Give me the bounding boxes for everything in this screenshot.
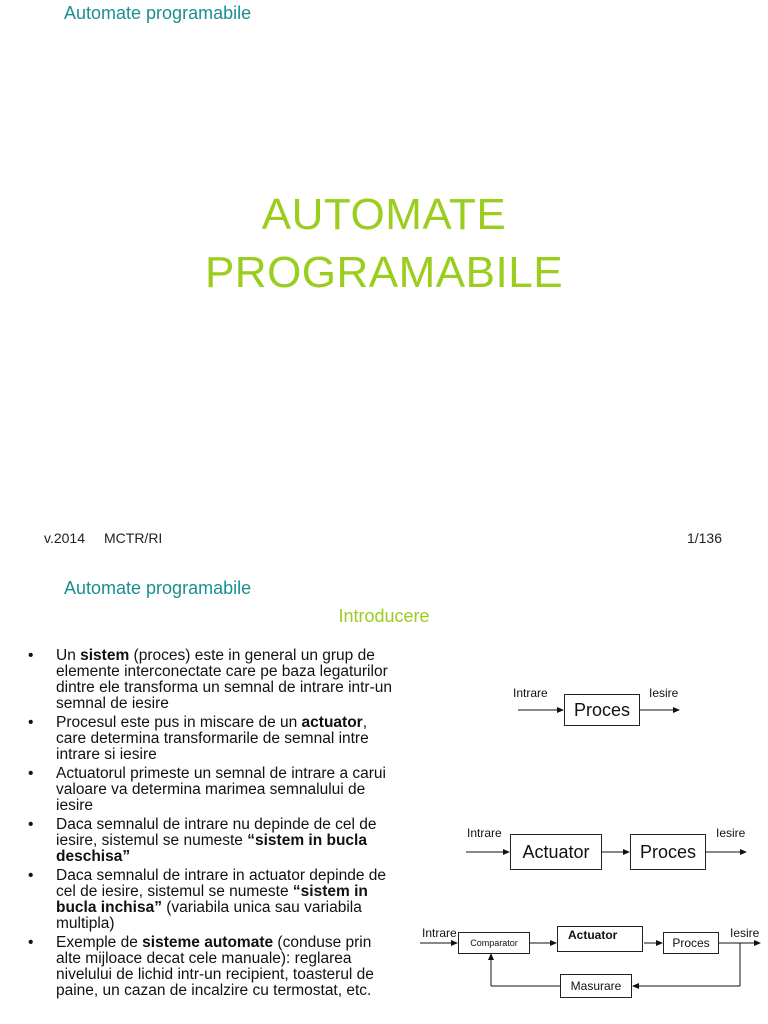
bullet-bold: actuator xyxy=(301,714,363,731)
bullet-dot: • xyxy=(28,714,34,731)
input-label: Intrare xyxy=(422,926,457,940)
intro-slide xyxy=(0,560,768,1024)
bullet-dot: • xyxy=(28,867,34,884)
bullet-text: Procesul este pus in miscare de un xyxy=(56,714,302,731)
diagram-arrows xyxy=(464,824,764,874)
bullet-item xyxy=(28,935,400,999)
output-label: Iesire xyxy=(649,686,679,700)
bullet-list xyxy=(28,648,400,1002)
bullet-bold: sistem xyxy=(80,647,130,664)
input-label: Intrare xyxy=(467,826,502,840)
bullet-item xyxy=(28,817,400,865)
process-box: Proces xyxy=(630,834,706,870)
bullet-text: Daca semnalul de intrare nu depinde de cel de iesire, sistemul se numeste xyxy=(56,816,377,849)
bullet-text: Exemple de xyxy=(56,934,143,951)
comparator-box: Comparator xyxy=(458,932,530,954)
footer-page-number: 1/136 xyxy=(686,530,722,546)
bullet-text: (variabila unica sau variabila multipla) xyxy=(56,899,362,932)
bullet-item xyxy=(28,715,400,763)
section-title: Introducere xyxy=(338,606,430,626)
bullet-text: (conduse prin alte mijloace decat cele manuale): reglarea nivelului de lichid intr-un recipient, toasterul de paine, un cazan de incalzire cu termostat, etc. xyxy=(56,934,374,999)
process-box: Proces xyxy=(663,932,719,954)
footer-version: v.2014 xyxy=(44,530,85,546)
title-line-1: AUTOMATE xyxy=(261,190,507,239)
output-label: Iesire xyxy=(730,926,760,940)
actuator-box: Actuator xyxy=(510,834,602,870)
bullet-item xyxy=(28,766,400,814)
bullet-text: Actuatorul primeste un semnal de intrare a carui valoare va determina marimea semnalului de iesire xyxy=(56,765,386,814)
bullet-item xyxy=(28,868,400,932)
output-label: Iesire xyxy=(716,826,746,840)
bullet-bold: “sistem in bucla inchisa” xyxy=(56,883,368,916)
bullet-dot: • xyxy=(28,647,34,664)
input-label: Intrare xyxy=(513,686,548,700)
bullet-text: Daca semnalul de intrare in actuator depinde de cel de iesire, sistemul se numeste xyxy=(56,867,387,900)
measure-box: Masurare xyxy=(560,974,632,998)
slide-header: Automate programabile xyxy=(64,578,252,598)
open-process-diagram xyxy=(510,684,700,732)
process-box: Proces xyxy=(564,694,640,726)
slide-title xyxy=(0,186,768,302)
bullet-dot: • xyxy=(28,816,34,833)
closed-loop-diagram xyxy=(418,926,766,1024)
footer-course: MCTR/RI xyxy=(104,530,163,546)
bullet-dot: • xyxy=(28,765,34,782)
bullet-text: Un xyxy=(56,647,81,664)
bullet-text: (proces) este in general un grup de elemente interconectate care pe baza legaturilor dintre ele transforma un semnal de intrare intr-un semnal de iesire xyxy=(56,647,392,712)
title-line-2: PROGRAMABILE xyxy=(204,248,564,297)
bullet-text: , care determina transformarile de semnal intre intrare si iesire xyxy=(56,714,369,763)
bullet-bold: sisteme automate xyxy=(142,934,274,951)
slide-header: Automate programabile xyxy=(64,3,252,23)
bullet-bold: “sistem in bucla deschisa” xyxy=(56,832,367,865)
open-loop-diagram xyxy=(464,824,764,874)
bullet-item xyxy=(28,648,400,712)
bullet-dot: • xyxy=(28,934,34,951)
actuator-box: Actuator xyxy=(557,926,643,952)
